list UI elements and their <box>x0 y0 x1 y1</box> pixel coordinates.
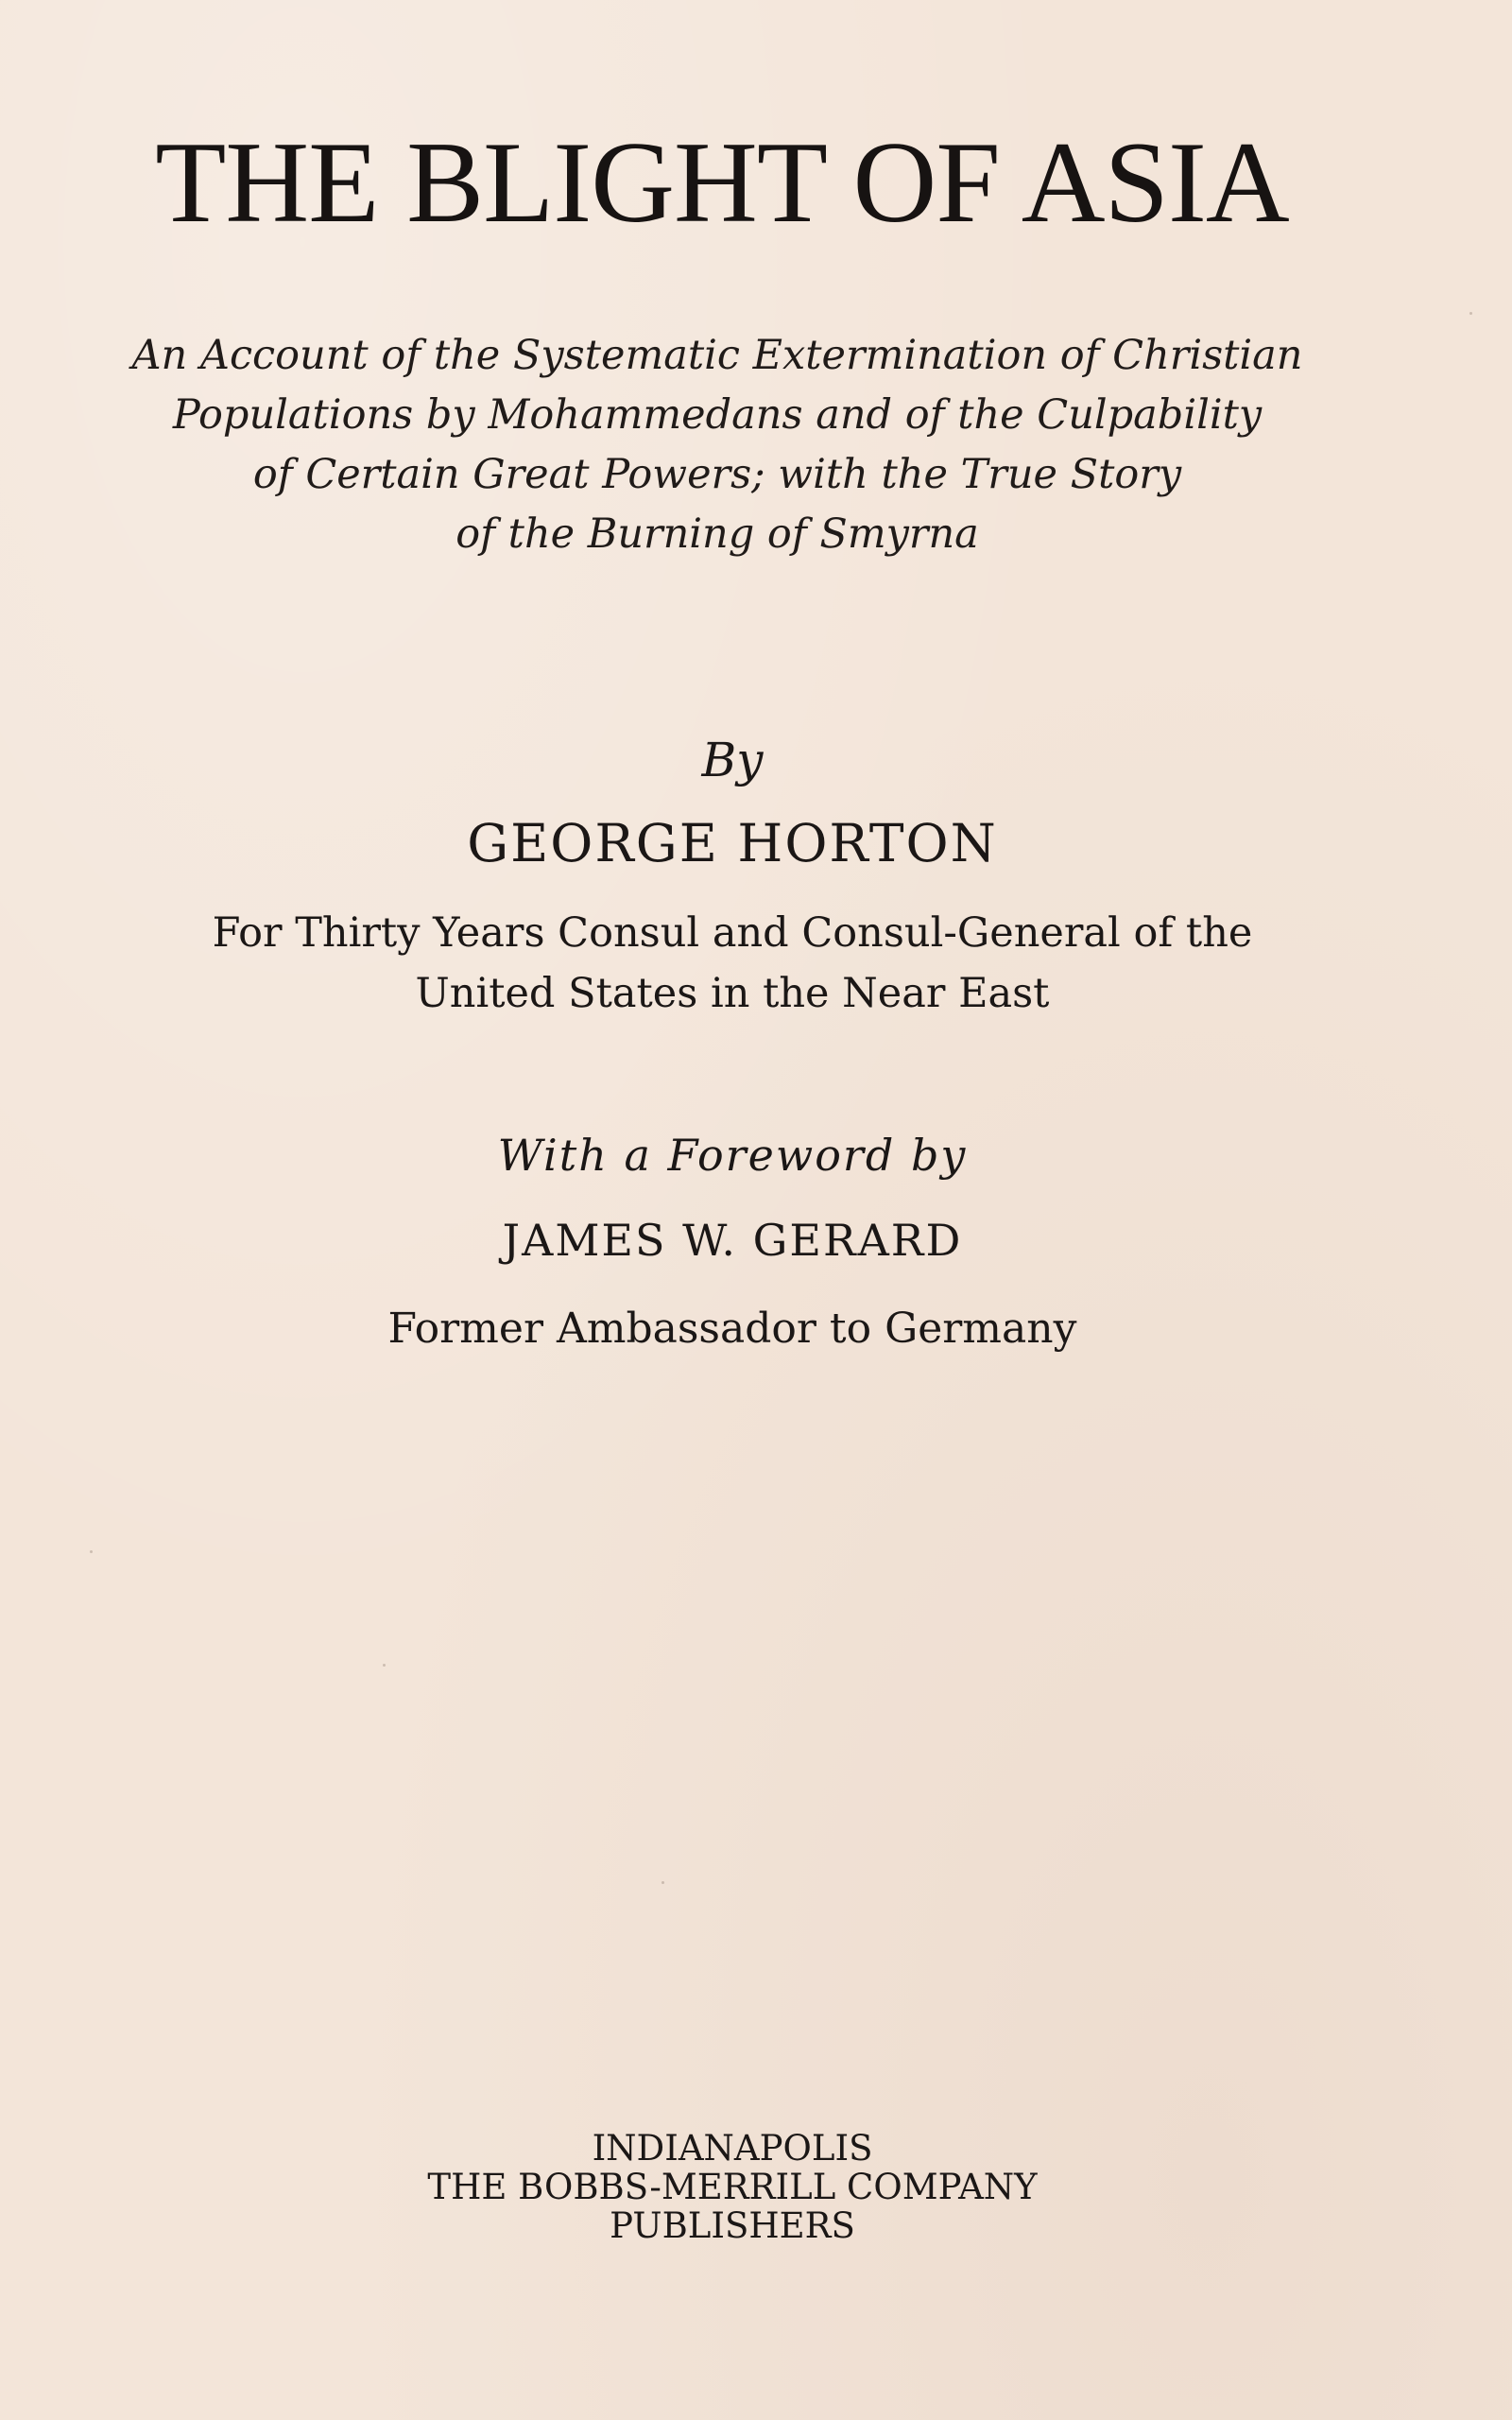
subtitle-line: An Account of the Systematic Extermination of Christian <box>131 332 1303 379</box>
imprint-line: THE BOBBS-MERRILL COMPANY <box>427 2167 1038 2207</box>
author-description-line: United States in the Near East <box>415 970 1050 1017</box>
paper-speck <box>90 1550 93 1553</box>
book-title: THE BLIGHT OF ASIA <box>155 117 1289 247</box>
imprint-line: PUBLISHERS <box>610 2205 855 2246</box>
paper-speck <box>1469 312 1472 315</box>
subtitle-line: Populations by Mohammedans and of the Culpability <box>172 391 1263 439</box>
subtitle-line: of the Burning of Smyrna <box>455 510 979 558</box>
foreword-author-description: Former Ambassador to Germany <box>387 1305 1077 1353</box>
author-name: GEORGE HORTON <box>467 813 998 873</box>
foreword-label: With a Foreword by <box>497 1130 968 1181</box>
author-description <box>0 903 1512 1024</box>
publisher-imprint <box>0 2129 1512 2245</box>
paper-speck <box>662 1881 664 1884</box>
byline: By <box>701 733 764 787</box>
subtitle-line: of Certain Great Powers; with the True Story <box>252 451 1182 498</box>
foreword-author-name: JAMES W. GERARD <box>502 1215 963 1266</box>
imprint-line: INDIANAPOLIS <box>592 2128 873 2169</box>
author-description-line: For Thirty Years Consul and Consul-General of the <box>212 909 1253 957</box>
paper-speck <box>383 1664 386 1667</box>
book-subtitle <box>0 326 1512 564</box>
